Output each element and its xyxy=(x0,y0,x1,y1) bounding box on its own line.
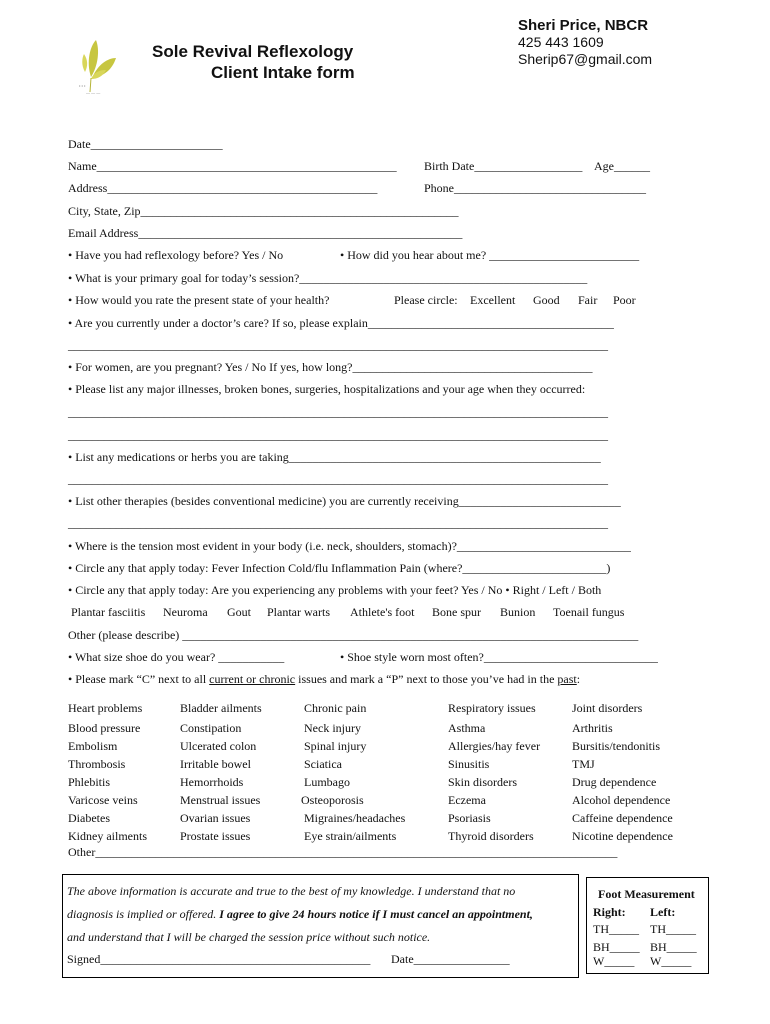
foot-condition-bunion[interactable]: Bunion xyxy=(500,605,536,619)
email-field[interactable]: Email Address______________________________________________________ xyxy=(68,226,463,240)
logo-text: — — — xyxy=(86,90,101,95)
condition-item[interactable]: Skin disorders xyxy=(448,775,517,789)
conditions-other-field[interactable]: Other_______________________________________________________________________________________ xyxy=(68,845,618,859)
condition-item[interactable]: Allergies/hay fever xyxy=(448,739,541,753)
condition-item[interactable]: TMJ xyxy=(572,757,595,771)
please-circle-label: Please circle: xyxy=(394,293,458,307)
condition-item[interactable]: Chronic pain xyxy=(304,701,367,715)
condition-item[interactable]: Psoriasis xyxy=(448,811,491,825)
foot-th-right[interactable]: TH_____ xyxy=(593,922,639,936)
foot-bh-left[interactable]: BH_____ xyxy=(650,940,697,954)
signature-field[interactable]: Signed_____________________________________________ xyxy=(67,952,371,966)
foot-th-left[interactable]: TH_____ xyxy=(650,922,696,936)
condition-item[interactable]: Hemorrhoids xyxy=(180,775,244,789)
other-describe-field[interactable]: Other (please describe) ____________________________________________________________________________ xyxy=(68,628,639,642)
condition-item[interactable]: Kidney ailments xyxy=(68,829,147,843)
conditions-column-5 xyxy=(572,699,673,845)
condition-item[interactable]: Blood pressure xyxy=(68,721,141,735)
condition-item[interactable]: Alcohol dependence xyxy=(572,793,671,807)
rating-poor[interactable]: Poor xyxy=(613,293,636,307)
mark-instructions-pre: • Please mark “C” next to all xyxy=(68,672,210,686)
condition-item[interactable]: Asthma xyxy=(448,721,486,735)
foot-condition-gout[interactable]: Gout xyxy=(227,605,251,619)
doctor-care-line[interactable]: __________________________________________________________________________________________ xyxy=(68,338,608,352)
foot-w-left[interactable]: W_____ xyxy=(650,954,692,968)
circle-today-question[interactable]: • Circle any that apply today: Fever Infection Cold/flu Inflammation Pain (where?________________________) xyxy=(68,561,611,575)
city-state-zip-field[interactable]: City, State, Zip_____________________________________________________ xyxy=(68,204,459,218)
date-field[interactable]: Date______________________ xyxy=(68,137,223,151)
condition-item[interactable]: Neck injury xyxy=(304,721,361,735)
primary-goal-question[interactable]: • What is your primary goal for today’s session?________________________________________________ xyxy=(68,271,588,285)
foot-condition-plantar-fasciitis[interactable]: Plantar fasciitis xyxy=(71,605,146,619)
illnesses-line[interactable]: __________________________________________________________________________________________ xyxy=(68,428,608,442)
condition-item[interactable]: Joint disorders xyxy=(572,701,643,715)
practitioner-name: Sheri Price, NBCR xyxy=(518,17,649,34)
condition-item[interactable]: Heart problems xyxy=(68,701,143,715)
mark-instructions-end: : xyxy=(576,672,581,686)
condition-item[interactable]: Eczema xyxy=(448,793,486,807)
foot-bh-right[interactable]: BH_____ xyxy=(593,940,640,954)
agreement-line-2-text: diagnosis is implied or offered. xyxy=(67,907,220,921)
foot-left-label: Left: xyxy=(650,905,676,919)
condition-item[interactable]: Thrombosis xyxy=(68,757,126,771)
condition-item[interactable]: Constipation xyxy=(180,721,242,735)
condition-item[interactable]: Ovarian issues xyxy=(180,811,251,825)
rating-good[interactable]: Good xyxy=(533,293,560,307)
signature-date-field[interactable]: Date________________ xyxy=(391,952,510,966)
practitioner-email[interactable]: Sherip67@gmail.com xyxy=(518,51,653,67)
illnesses-line[interactable]: __________________________________________________________________________________________ xyxy=(68,405,608,419)
conditions-column-1 xyxy=(68,699,147,845)
condition-item[interactable]: Bursitis/tendonitis xyxy=(572,739,661,753)
condition-item[interactable]: Eye strain/ailments xyxy=(304,829,397,843)
foot-condition-bone-spur[interactable]: Bone spur xyxy=(432,605,481,619)
mark-instructions xyxy=(68,672,580,687)
conditions-column-4 xyxy=(448,699,540,845)
agreement-line-1: The above information is accurate and true to the best of my knowledge. I understand that no xyxy=(67,884,516,898)
reflexology-before-question[interactable]: • Have you had reflexology before? Yes / No xyxy=(68,248,284,262)
condition-item[interactable]: Respiratory issues xyxy=(448,701,536,715)
condition-item[interactable]: Spinal injury xyxy=(304,739,367,753)
leaf-logo-icon xyxy=(76,32,136,102)
mark-past: past xyxy=(557,672,577,686)
address-field[interactable]: Address_____________________________________________ xyxy=(68,181,378,195)
foot-condition-plantar-warts[interactable]: Plantar warts xyxy=(267,605,330,619)
foot-condition-toenail-fungus[interactable]: Toenail fungus xyxy=(553,605,625,619)
health-state-question: • How would you rate the present state of your health? xyxy=(68,293,330,307)
condition-item[interactable]: Sciatica xyxy=(304,757,342,771)
therapies-line[interactable]: __________________________________________________________________________________________ xyxy=(68,516,608,530)
medications-question[interactable]: • List any medications or herbs you are taking____________________________________________________ xyxy=(68,450,601,464)
pregnant-question[interactable]: • For women, are you pregnant? Yes / No If yes, how long?________________________________________ xyxy=(68,360,593,374)
tension-question[interactable]: • Where is the tension most evident in your body (i.e. neck, shoulders, stomach)?_____________________________ xyxy=(68,539,631,553)
condition-item[interactable]: Arthritis xyxy=(572,721,613,735)
condition-item[interactable]: Sinusitis xyxy=(448,757,490,771)
practitioner-phone: 425 443 1609 xyxy=(518,34,604,50)
condition-item[interactable]: Thyroid disorders xyxy=(448,829,534,843)
name-field[interactable]: Name__________________________________________________ xyxy=(68,159,397,173)
rating-excellent[interactable]: Excellent xyxy=(470,293,516,307)
rating-fair[interactable]: Fair xyxy=(578,293,598,307)
conditions-column-3 xyxy=(301,699,406,845)
shoe-size-field[interactable]: • What size shoe do you wear? ___________ xyxy=(68,650,285,664)
hear-about-question[interactable]: • How did you hear about me? _________________________ xyxy=(340,248,640,262)
condition-item[interactable]: Nicotine dependence xyxy=(572,829,673,843)
condition-item[interactable]: Irritable bowel xyxy=(180,757,251,771)
agreement-line-3: and understand that I will be charged the session price without such notice. xyxy=(67,930,431,944)
condition-item[interactable]: Lumbago xyxy=(304,775,350,789)
foot-condition-neuroma[interactable]: Neuroma xyxy=(163,605,208,619)
birth-date-field[interactable]: Birth Date__________________ xyxy=(424,159,583,173)
foot-right-label: Right: xyxy=(593,905,626,919)
condition-item[interactable]: Drug dependence xyxy=(572,775,657,789)
condition-item[interactable]: Embolism xyxy=(68,739,118,753)
condition-item[interactable]: Migraines/headaches xyxy=(304,811,406,825)
foot-measurement-title: Foot Measurement xyxy=(598,887,695,901)
feet-problems-question[interactable]: • Circle any that apply today: Are you experiencing any problems with your feet? Yes / No • Right / Left / Both xyxy=(68,583,602,597)
condition-item[interactable]: Bladder ailments xyxy=(180,701,262,715)
logo xyxy=(76,32,136,102)
mark-current-chronic: current or chronic xyxy=(209,672,296,686)
doctor-care-question[interactable]: • Are you currently under a doctor’s care? If so, please explain_________________________________________ xyxy=(68,316,614,330)
condition-item[interactable]: Prostate issues xyxy=(180,829,251,843)
contact-block xyxy=(518,17,652,68)
medications-line[interactable]: __________________________________________________________________________________________ xyxy=(68,472,608,486)
agreement-cancel-notice: I agree to give 24 hours notice if I must cancel an appointment, xyxy=(219,907,533,921)
logo-text: • • • xyxy=(79,83,86,88)
condition-item[interactable]: Varicose veins xyxy=(68,793,138,807)
form-title: Client Intake form xyxy=(211,63,355,82)
condition-item[interactable]: Menstrual issues xyxy=(180,793,261,807)
condition-item[interactable]: Osteoporosis xyxy=(301,793,364,807)
mark-instructions-mid: issues and mark a “P” next to those you’ve had in the xyxy=(295,672,558,686)
condition-item[interactable]: Phlebitis xyxy=(68,775,111,789)
foot-w-right[interactable]: W_____ xyxy=(593,954,635,968)
age-field[interactable]: Age______ xyxy=(594,159,650,173)
phone-field[interactable]: Phone________________________________ xyxy=(424,181,646,195)
agreement-line-2 xyxy=(67,907,533,922)
illnesses-question: • Please list any major illnesses, broken bones, surgeries, hospitalizations and your age when they occurred: xyxy=(68,382,586,396)
therapies-question[interactable]: • List other therapies (besides conventional medicine) you are currently receiving___________________________ xyxy=(68,494,621,508)
condition-item[interactable]: Diabetes xyxy=(68,811,110,825)
conditions-column-2 xyxy=(180,699,262,845)
shoe-style-field[interactable]: • Shoe style worn most often?_____________________________ xyxy=(340,650,658,664)
condition-item[interactable]: Ulcerated colon xyxy=(180,739,257,753)
condition-item[interactable]: Caffeine dependence xyxy=(572,811,673,825)
foot-condition-athletes-foot[interactable]: Athlete's foot xyxy=(350,605,415,619)
business-name: Sole Revival Reflexology xyxy=(152,42,354,61)
